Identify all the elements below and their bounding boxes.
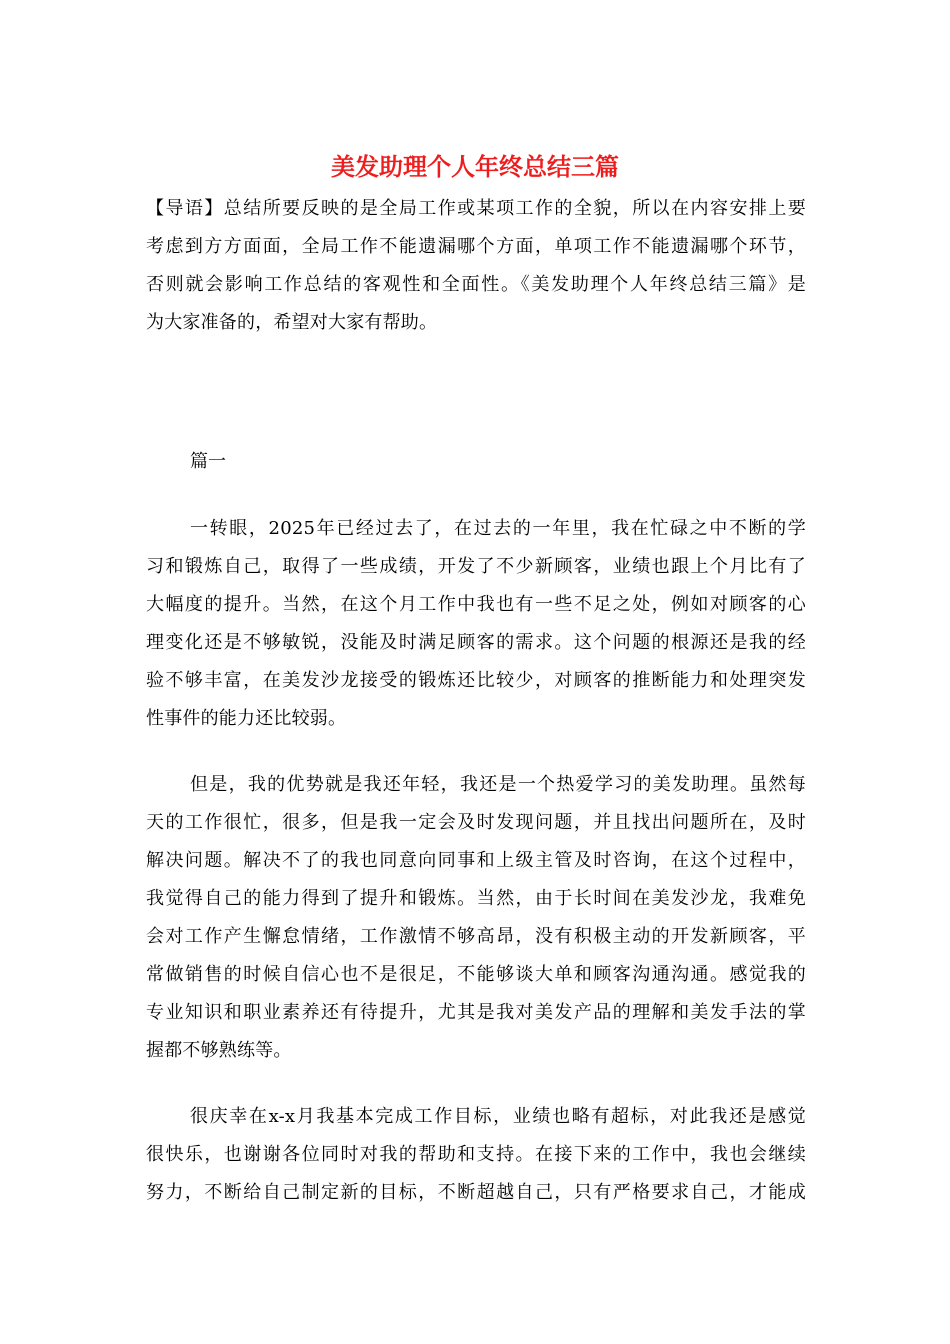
paragraph-line: 性事件的能力还比较弱。 xyxy=(146,708,347,729)
section-heading: 篇一 xyxy=(190,451,226,472)
paragraph-line: 努力，不断给自己制定新的目标，不断超越自己，只有严格要求自己，才能成 xyxy=(146,1182,806,1203)
paragraph-line: 大幅度的提升。当然，在这个月工作中我也有一些不足之处，例如对顾客的心 xyxy=(146,594,806,615)
intro-line: 【导语】总结所要反映的是全局工作或某项工作的全貌，所以在内容安排上要 xyxy=(146,198,806,219)
paragraph-line: 验不够丰富，在美发沙龙接受的锻炼还比较少，对顾客的推断能力和处理突发 xyxy=(146,670,806,691)
paragraph-line: 解决问题。解决不了的我也同意向同事和上级主管及时咨询，在这个过程中， xyxy=(146,850,806,871)
intro-line: 为大家准备的，希望对大家有帮助。 xyxy=(146,312,438,333)
paragraph-line: 专业知识和职业素养还有待提升，尤其是我对美发产品的理解和美发手法的掌 xyxy=(146,1002,806,1023)
paragraph-line: 习和锻炼自己，取得了一些成绩，开发了不少新顾客，业绩也跟上个月比有了 xyxy=(146,556,806,577)
paragraph-line: 常做销售的时候自信心也不是很足，不能够谈大单和顾客沟通沟通。感觉我的 xyxy=(146,964,806,985)
intro-line: 考虑到方方面面，全局工作不能遗漏哪个方面，单项工作不能遗漏哪个环节， xyxy=(146,236,806,257)
paragraph-line: 一转眼，2025年已经过去了，在过去的一年里，我在忙碌之中不断的学 xyxy=(190,518,806,539)
document-title: 美发助理个人年终总结三篇 xyxy=(331,152,619,181)
paragraph-line: 握都不够熟练等。 xyxy=(146,1040,292,1061)
paragraph-line: 会对工作产生懈怠情绪，工作激情不够高昂，没有积极主动的开发新顾客，平 xyxy=(146,926,806,947)
paragraph-line: 但是，我的优势就是我还年轻，我还是一个热爱学习的美发助理。虽然每 xyxy=(190,774,806,795)
paragraph-line: 很快乐，也谢谢各位同时对我的帮助和支持。在接下来的工作中，我也会继续 xyxy=(146,1144,806,1165)
paragraph-line: 天的工作很忙，很多，但是我一定会及时发现问题，并且找出问题所在，及时 xyxy=(146,812,806,833)
paragraph-line: 我觉得自己的能力得到了提升和锻炼。当然，由于长时间在美发沙龙，我难免 xyxy=(146,888,806,909)
paragraph-line: 很庆幸在x-x月我基本完成工作目标，业绩也略有超标，对此我还是感觉 xyxy=(190,1106,806,1127)
paragraph-line: 理变化还是不够敏锐，没能及时满足顾客的需求。这个问题的根源还是我的经 xyxy=(146,632,806,653)
intro-line: 否则就会影响工作总结的客观性和全面性。《美发助理个人年终总结三篇》是 xyxy=(146,274,806,295)
